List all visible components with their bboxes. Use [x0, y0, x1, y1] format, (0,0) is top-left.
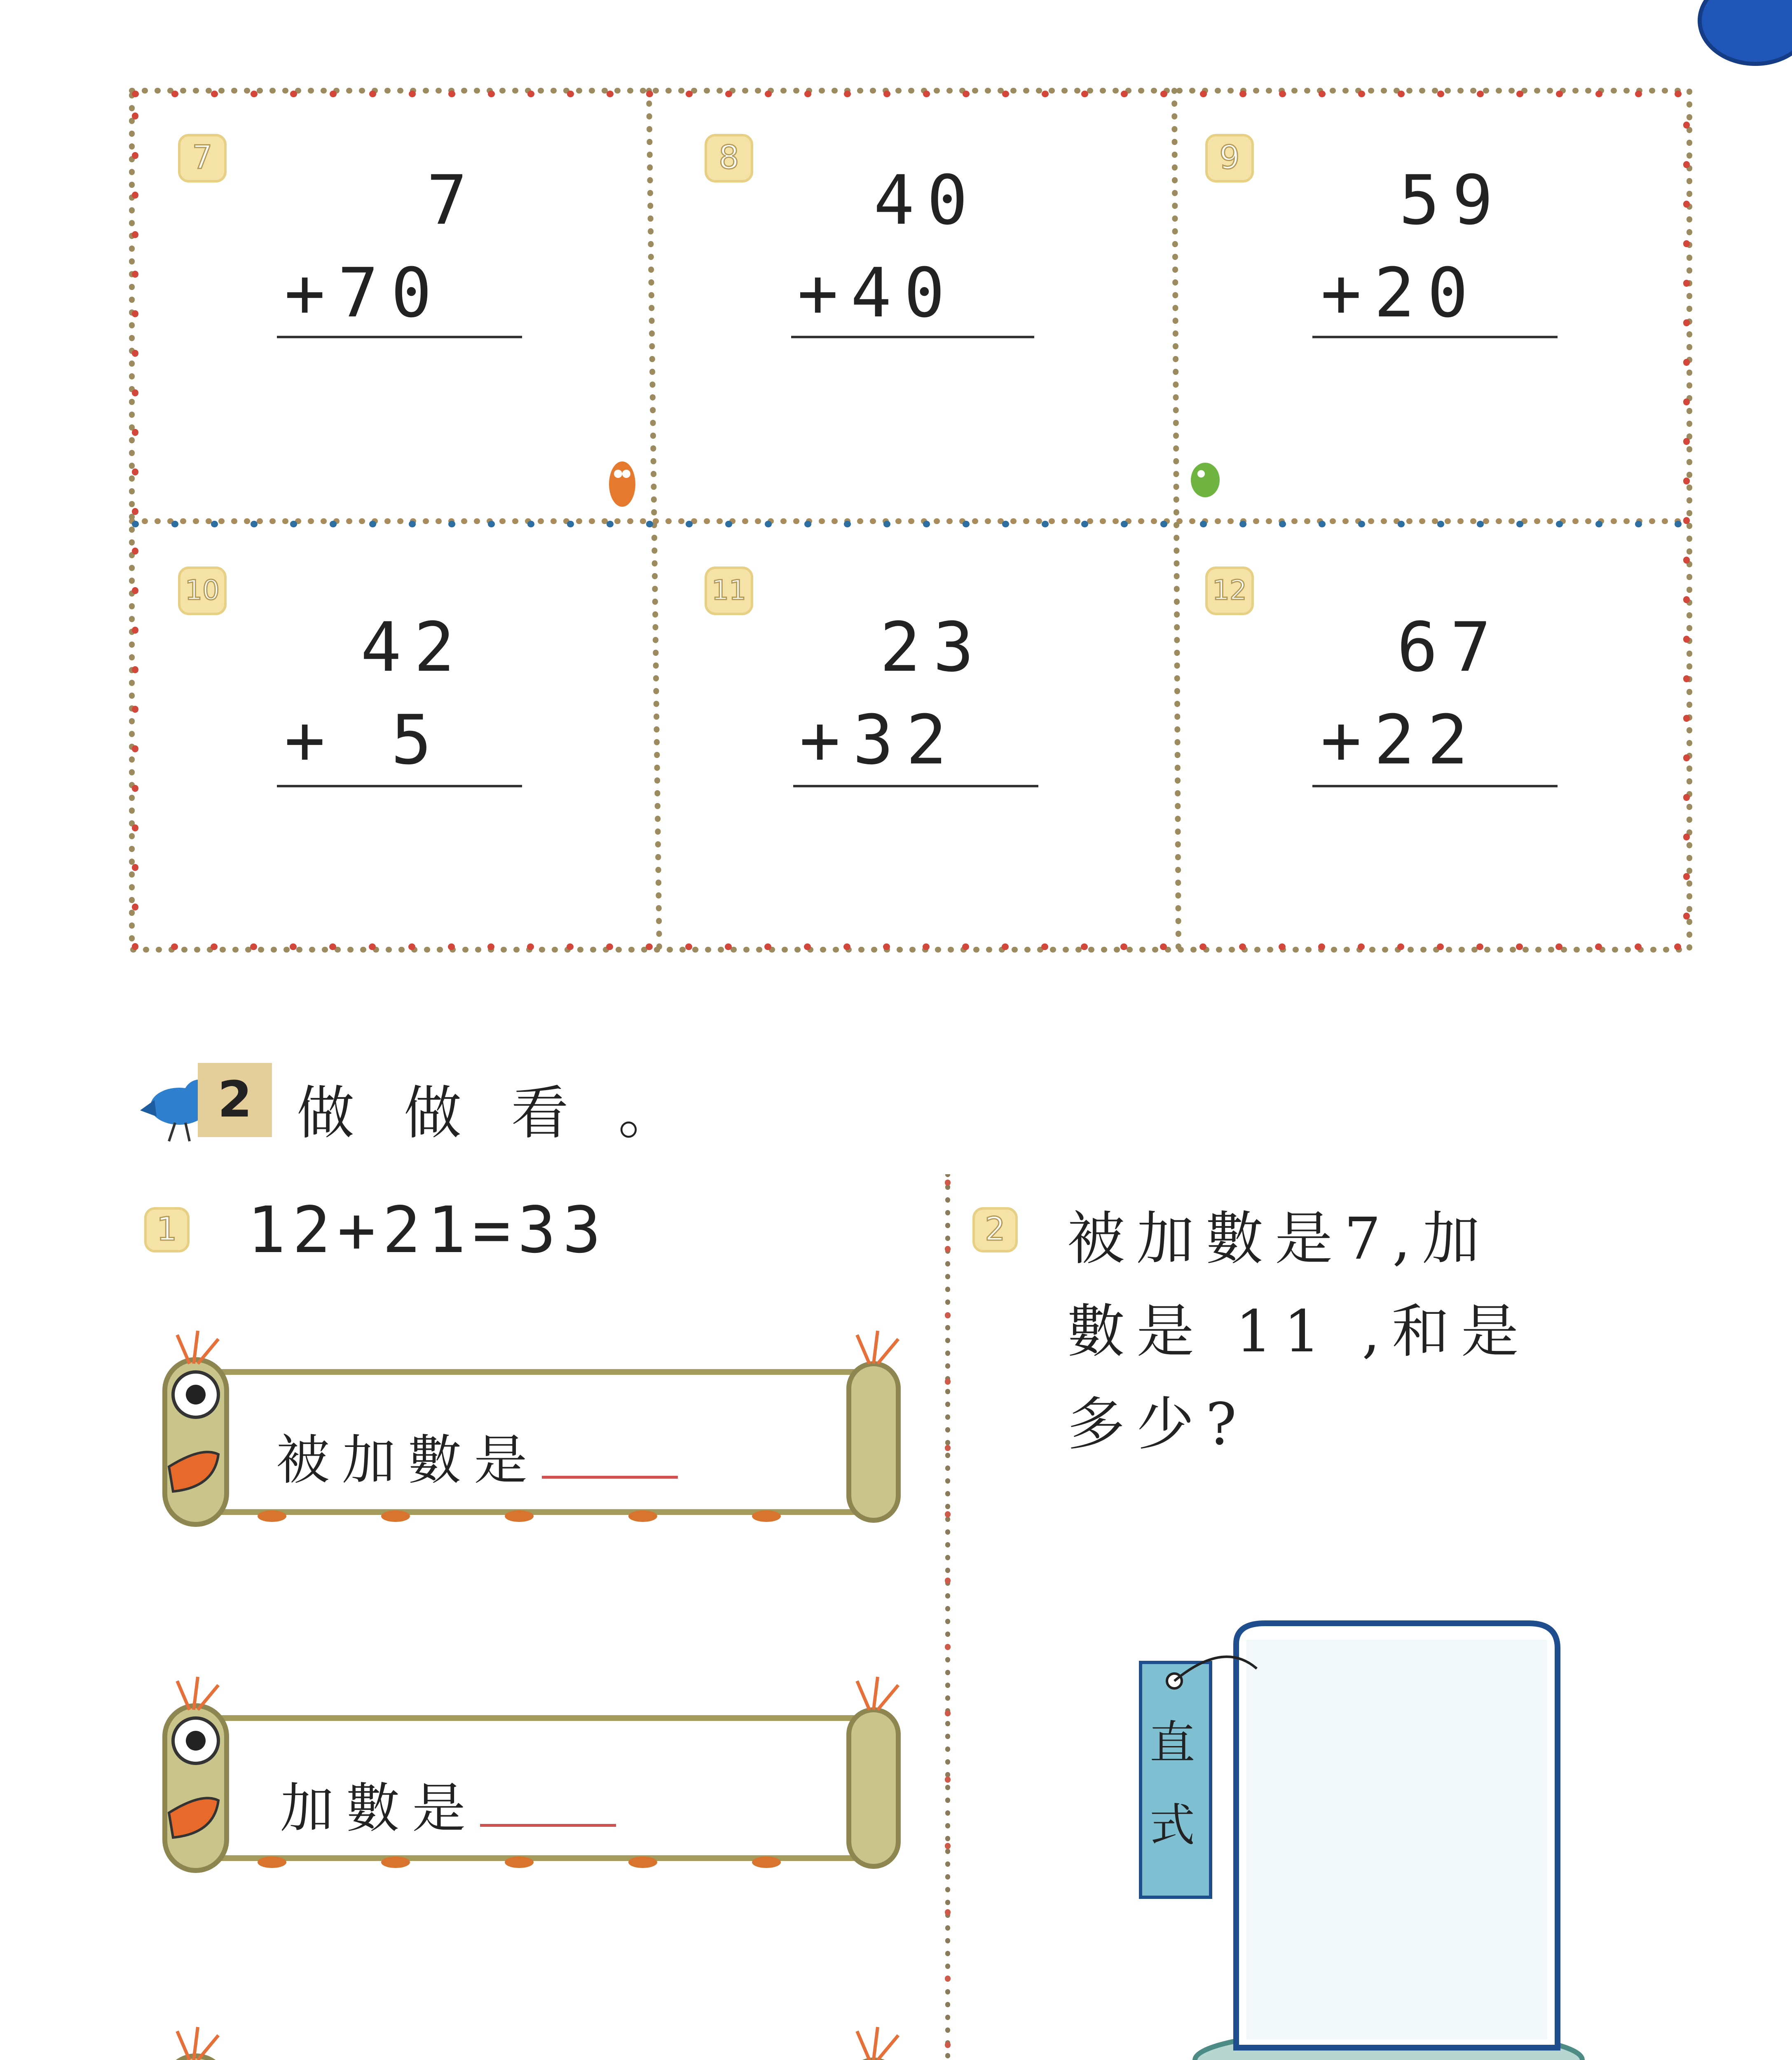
section-title — [297, 1067, 676, 1150]
problem-top: 23 — [880, 608, 986, 687]
q2-line-3: 多少? — [1067, 1391, 1249, 1458]
answer-area[interactable] — [1249, 1644, 1549, 2035]
dotted-grid — [0, 0, 1792, 989]
q2-text — [1067, 1193, 1726, 1471]
section-title-text: 做做看 — [297, 1080, 618, 1147]
problem-top: 59 — [1399, 161, 1506, 240]
answer-rule — [277, 336, 522, 338]
problem-bottom: +22 — [1321, 700, 1481, 780]
problem-badge: 7 — [178, 134, 227, 183]
column-divider — [935, 1174, 960, 2060]
problem-bottom: +40 — [797, 253, 958, 332]
answer-rule — [793, 785, 1038, 787]
problem-bottom: +20 — [1321, 253, 1481, 332]
problem-top: 67 — [1397, 608, 1504, 687]
problem-bottom: +70 — [284, 253, 445, 332]
problem-badge: 11 — [705, 566, 753, 615]
problem-top: 42 — [361, 608, 467, 687]
vertical-form-label: 直式 — [1150, 1716, 1195, 1852]
q1-prompt-2 — [280, 1765, 616, 1842]
problem-bottom: + 5 — [284, 700, 445, 780]
q2-badge: 2 — [972, 1207, 1018, 1252]
section-number: 2 — [198, 1063, 272, 1137]
answer-blank[interactable] — [480, 1799, 616, 1827]
problem-bottom: +32 — [799, 700, 960, 780]
green-bird-icon — [1191, 463, 1220, 497]
problem-badge: 8 — [705, 134, 753, 183]
answer-blank[interactable] — [542, 1451, 678, 1479]
prompt-text: 加數是 — [280, 1777, 478, 1840]
q1-badge: 1 — [144, 1207, 190, 1252]
answer-rule — [791, 336, 1034, 338]
problem-top: 7 — [426, 161, 480, 240]
q1-prompt-1 — [276, 1417, 678, 1494]
answer-rule — [1312, 336, 1558, 338]
answer-rule — [277, 785, 522, 787]
q2-line-1: 被加數是7,加 — [1067, 1206, 1492, 1273]
problem-badge: 9 — [1205, 134, 1254, 183]
q1-equation: 12+21=33 — [247, 1193, 608, 1267]
problem-badge: 10 — [178, 566, 227, 615]
caterpillar-box-3 — [148, 2015, 923, 2060]
section-title-period: 。 — [618, 1080, 676, 1147]
orange-bird-icon — [609, 461, 635, 507]
prompt-text: 被加數是 — [276, 1429, 540, 1491]
q2-line-2: 數是 11 ,和是 — [1067, 1298, 1530, 1365]
answer-rule — [1312, 785, 1558, 787]
problem-top: 40 — [874, 161, 980, 240]
problem-badge: 12 — [1205, 566, 1254, 615]
